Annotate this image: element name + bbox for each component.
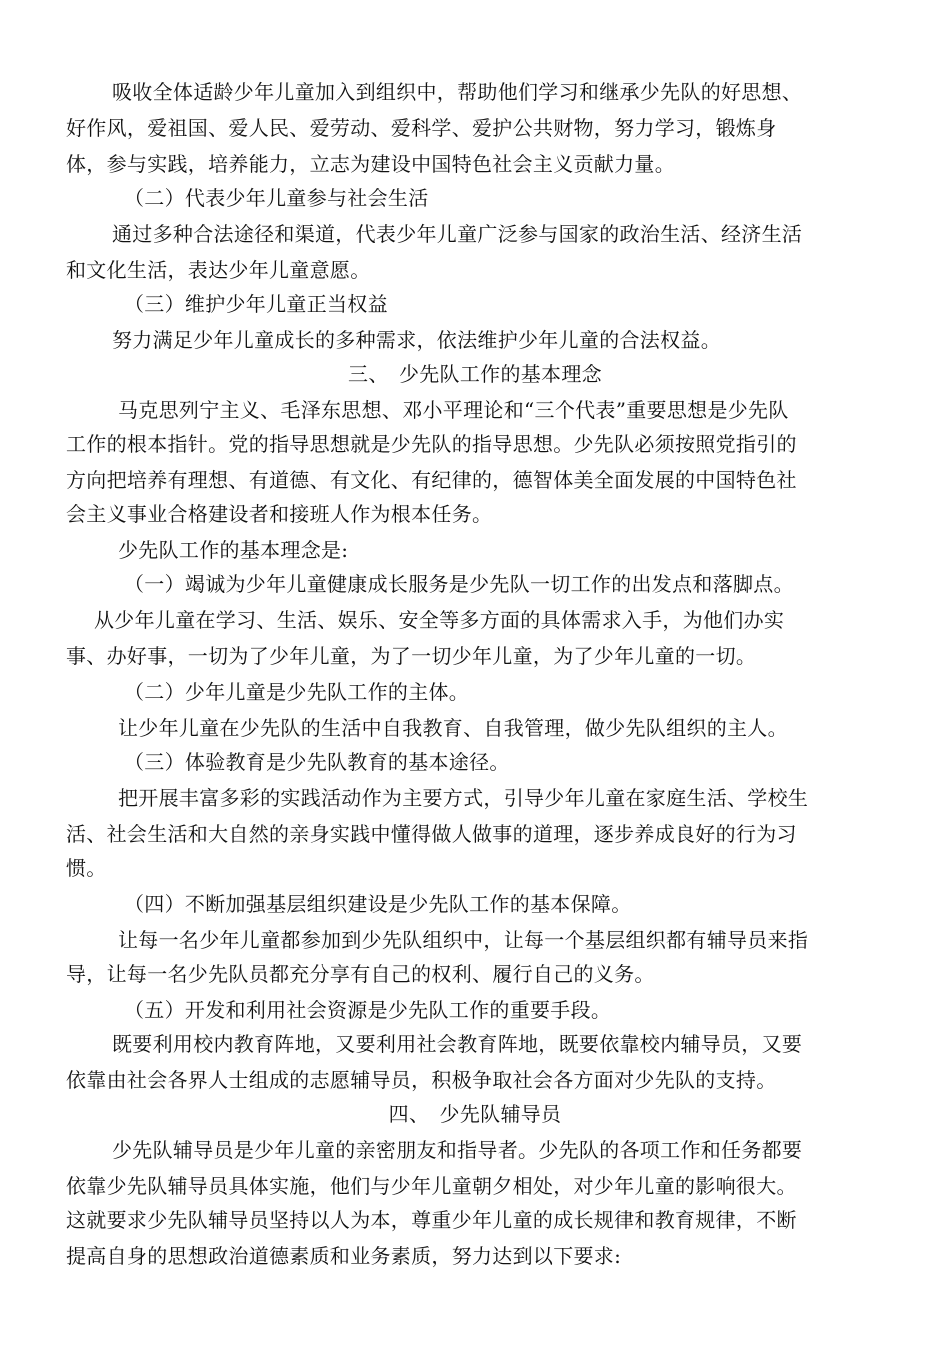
text-line: 提高自身的思想政治道德素质和业务素质，努力达到以下要求: [66, 1244, 622, 1268]
subheading: （二）少年儿童是少先队工作的主体。 [124, 680, 470, 704]
text-line: 导，让每一名少先队员都充分享有自己的权利、履行自己的义务。 [66, 962, 655, 986]
text-line: 努力满足少年儿童成长的多种需求，依法维护少年儿童的合法权益。 [112, 328, 721, 352]
text-line: 少先队辅导员是少年儿童的亲密朋友和指导者。少先队的各项工作和任务都要 [112, 1138, 803, 1162]
subheading: （五）开发和利用社会资源是少先队工作的重要手段。 [124, 998, 612, 1022]
text-line: 这就要求少先队辅导员坚持以人为本，尊重少年儿童的成长规律和教育规律，不断 [66, 1208, 797, 1232]
text-line: 把开展丰富多彩的实践活动作为主要方式，引导少年儿童在家庭生活、学校生 [118, 786, 809, 810]
text-line: 方向把培养有理想、有道德、有文化、有纪律的，德智体美全面发展的中国特色社 [66, 468, 797, 492]
text-line: 体，参与实践，培养能力，立志为建设中国特色社会主义贡献力量。 [66, 152, 675, 176]
text-line: 会主义事业合格建设者和接班人作为根本任务。 [66, 502, 493, 526]
text-line: 既要利用校内教育阵地，又要利用社会教育阵地，既要依靠校内辅导员，又要 [112, 1032, 803, 1056]
text-line: 让每一名少年儿童都参加到少先队组织中，让每一个基层组织都有辅导员来指 [118, 928, 809, 952]
text-line: 好作风，爱祖国、爱人民、爱劳动、爱科学、爱护公共财物，努力学习，锻炼身 [66, 116, 777, 140]
text-line: 依靠少先队辅导员具体实施，他们与少年儿童朝夕相处，对少年儿童的影响很大。 [66, 1174, 797, 1198]
subheading: （二）代表少年儿童参与社会生活 [124, 186, 429, 210]
subheading: （四）不断加强基层组织建设是少先队工作的基本保障。 [124, 892, 632, 916]
text-line: 让少年儿童在少先队的生活中自我教育、自我管理，做少先队组织的主人。 [118, 716, 788, 740]
text-line: 马克思列宁主义、毛泽东思想、邓小平理论和“三个代表”重要思想是少先队 [118, 398, 789, 422]
text-line: 从少年儿童在学习、生活、娱乐、安全等多方面的具体需求入手，为他们办实 [94, 608, 785, 632]
text-line: 工作的根本指针。党的指导思想就是少先队的指导思想。少先队必须按照党指引的 [66, 432, 797, 456]
subheading: （一）竭诚为少年儿童健康成长服务是少先队一切工作的出发点和落脚点。 [124, 572, 794, 596]
subheading: （三）维护少年儿童正当权益 [124, 292, 388, 316]
text-line: 和文化生活，表达少年儿童意愿。 [66, 258, 371, 282]
section-heading: 三、 少先队工作的基本理念 [348, 362, 602, 386]
subheading: （三）体验教育是少先队教育的基本途径。 [124, 750, 510, 774]
section-heading: 四、 少先队辅导员 [388, 1102, 562, 1126]
text-line: 惯。 [66, 856, 107, 880]
text-line: 事、办好事，一切为了少年儿童，为了一切少年儿童，为了少年儿童的一切。 [66, 644, 757, 668]
text-line: 依靠由社会各界人士组成的志愿辅导员，积极争取社会各方面对少先队的支持。 [66, 1068, 777, 1092]
text-line: 活、社会生活和大自然的亲身实践中懂得做人做事的道理，逐步养成良好的行为习 [66, 822, 797, 846]
text-line: 少先队工作的基本理念是: [118, 538, 349, 562]
text-line: 通过多种合法途径和渠道，代表少年儿童广泛参与国家的政治生活、经济生活 [112, 222, 803, 246]
text-line: 吸收全体适龄少年儿童加入到组织中，帮助他们学习和继承少先队的好思想、 [112, 80, 803, 104]
